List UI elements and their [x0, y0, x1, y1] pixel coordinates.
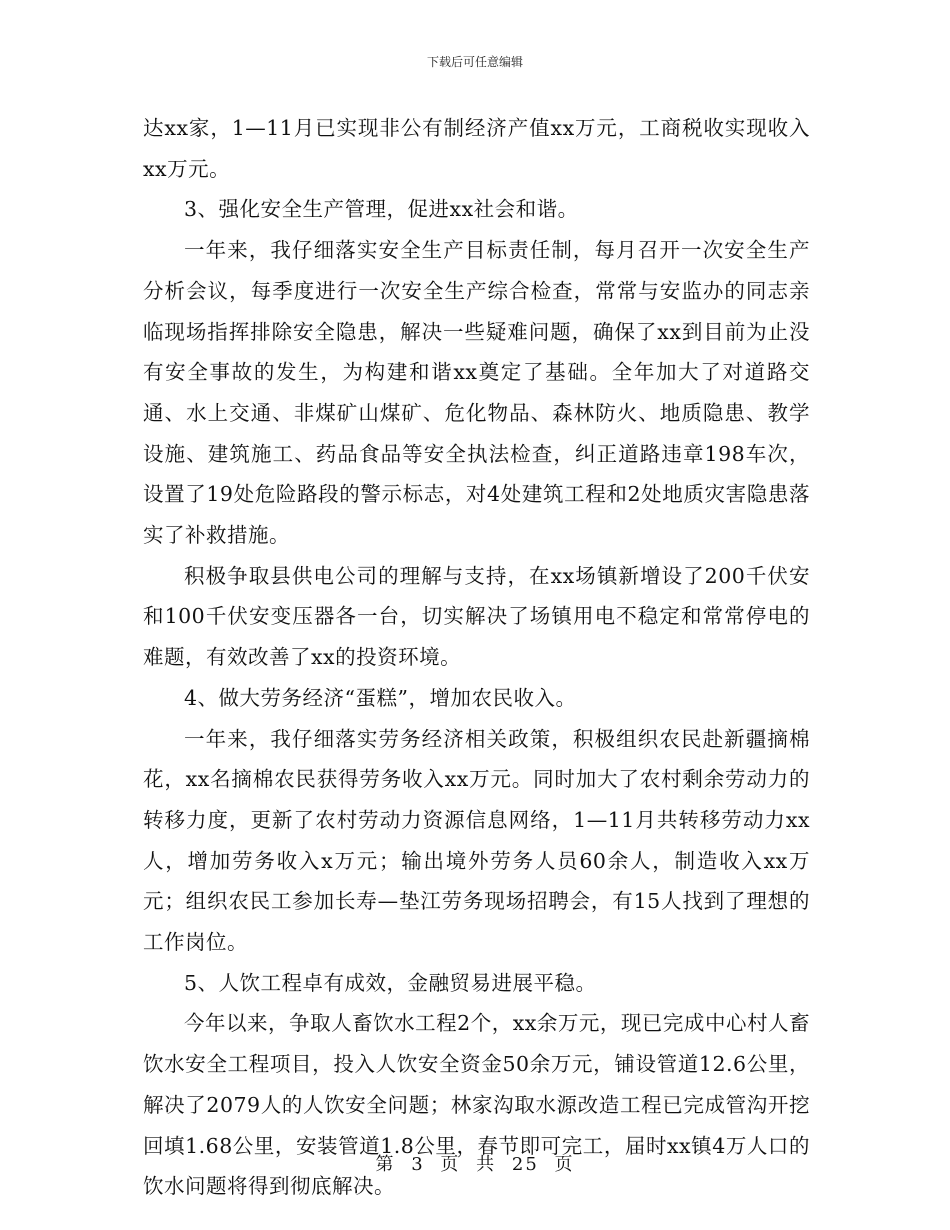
- page-label-post: 页: [554, 1154, 575, 1175]
- paragraph: 一年来，我仔细落实安全生产目标责任制，每月召开一次安全生产分析会议，每季度进行一次安全生产综合检查，常常与安监办的同志亲临现场指挥排除安全隐患，解决一些疑难问题，确保了xx到目前为止没有安全事故的发生，为构建和谐xx奠定了基础。全年加大了对道路交通、水上交通、非煤矿山煤矿、危化物品、森林防火、地质隐患、教学设施、建筑施工、药品食品等安全执法检查，纠正道路违章198车次，设置了19处危险路段的警示标志，对4处建筑工程和2处地质灾害隐患落实了补救措施。: [143, 238, 810, 548]
- paragraph: 积极争取县供电公司的理解与支持，在xx场镇新增设了200千伏安和100千伏安变压器各一台，切实解决了场镇用电不稳定和常常停电的难题，有效改善了xx的投资环境。: [143, 563, 810, 670]
- page-label-total: 共: [476, 1154, 497, 1175]
- page-label-pre: 第: [375, 1154, 396, 1175]
- page-label-mid: 页: [440, 1154, 461, 1175]
- section-heading: 3、强化安全生产管理，促进xx社会和谐。: [184, 197, 579, 222]
- paragraph: 今年以来，争取人畜饮水工程2个，xx余万元，现已完成中心村人畜饮水安全工程项目，投入人饮安全资金50余万元，铺设管道12.6公里，解决了2079人的人饮安全问题；林家沟取水源改造工程已完成管沟开挖回填1.68公里，安装管道1.8公里，春节即可完工，届时xx镇4万人口的饮水问题将得到彻底解决。: [143, 1011, 810, 1199]
- page-number: 3: [411, 1154, 425, 1175]
- page-footer: [0, 1154, 950, 1176]
- paragraph: 一年来，我仔细落实劳务经济相关政策，积极组织农民赴新疆摘棉花，xx名摘棉农民获得劳务收入xx万元。同时加大了农村剩余劳动力的转移力度，更新了农村劳动力资源信息网络，1—11月共转移劳动力xx人，增加劳务收入x万元；输出境外劳务人员60余人，制造收入xx万元；组织农民工参加长寿—垫江劳务现场招聘会，有15人找到了理想的工作岗位。: [143, 726, 810, 955]
- page-header: 下载后可任意编辑: [426, 55, 523, 69]
- paragraph: 达xx家，1—11月已实现非公有制经济产值xx万元，工商税收实现收入 xx万元。: [143, 116, 810, 181]
- document-body: [143, 108, 810, 1207]
- section-heading: 5、人饮工程卓有成效，金融贸易进展平稳。: [184, 970, 597, 995]
- section-heading: 4、做大劳务经济“蛋糕”，增加农民收入。: [184, 685, 577, 710]
- total-pages: 25: [511, 1154, 539, 1175]
